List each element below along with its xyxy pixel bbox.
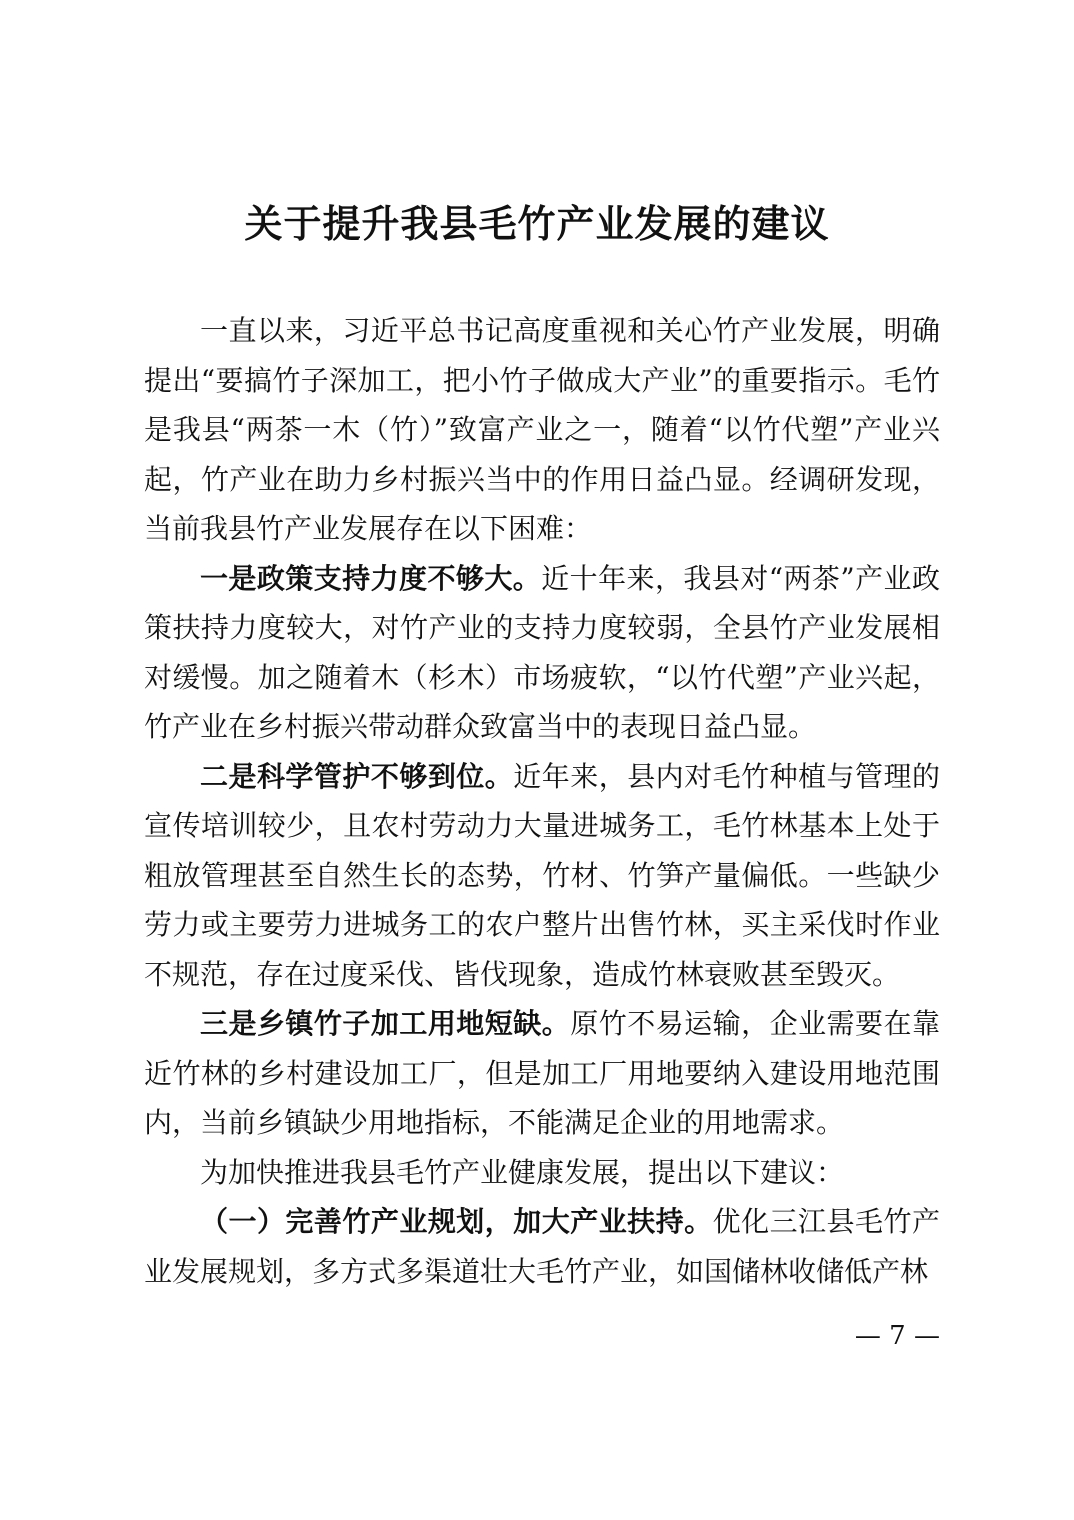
paragraph-text: 近十年来，我县对“两茶”产业政策扶持力度较大，对竹产业的支持力度较弱，全县竹产业发展相对缓慢。加之随着木（杉木）市场疲软，“以竹代塑”产业兴起，竹产业在乡村振兴带动群众致富当中的表现日益凸显。 — [144, 561, 940, 743]
paragraph-lead: 二是科学管护不够到位。 — [200, 759, 514, 793]
paragraph-text: 一直以来，习近平总书记高度重视和关心竹产业发展，明确提出“要搞竹子深加工，把小竹子做成大产业”的重要指示。毛竹是我县“两茶一木（竹）”致富产业之一，随着“以竹代塑”产业兴起，竹产业在助力乡村振兴当中的作用日益凸显。经调研发现，当前我县竹产业发展存在以下困难： — [144, 314, 940, 545]
paragraph-lead: 一是政策支持力度不够大。 — [200, 561, 542, 595]
document-body — [144, 306, 940, 1296]
paragraph-intro — [144, 306, 940, 554]
paragraph-suggestion-intro — [144, 1148, 940, 1198]
paragraph-difficulty-1 — [144, 554, 940, 752]
paragraph-text: 近年来，县内对毛竹种植与管理的宣传培训较少，且农村劳动力大量进城务工，毛竹林基本上处于粗放管理甚至自然生长的态势，竹材、竹笋产量偏低。一些缺少劳力或主要劳力进城务工的农户整片出售竹林，买主采伐时作业不规范，存在过度采伐、皆伐现象，造成竹林衰败甚至毁灭。 — [144, 759, 940, 991]
paragraph-difficulty-3 — [144, 999, 940, 1148]
paragraph-lead: （一）完善竹产业规划，加大产业扶持。 — [200, 1205, 713, 1238]
paragraph-suggestion-1 — [144, 1197, 940, 1296]
page-title: 关于提升我县毛竹产业发展的建议 — [244, 202, 830, 246]
paragraph-text: 原竹不易运输，企业需要在靠近竹林的乡村建设加工厂，但是加工厂用地要纳入建设用地范围内，当前乡镇缺少用地指标，不能满足企业的用地需求。 — [144, 1007, 940, 1139]
paragraph-text: 优化三江县毛竹产业发展规划，多方式多渠道壮大毛竹产业，如国储林收储低产林 — [144, 1205, 940, 1288]
paragraph-text: 为加快推进我县毛竹产业健康发展，提出以下建议： — [200, 1155, 845, 1189]
paragraph-difficulty-2 — [144, 752, 940, 1000]
paragraph-lead: 三是乡镇竹子加工用地短缺。 — [200, 1007, 571, 1040]
page-number: — 7 — — [854, 1321, 940, 1351]
